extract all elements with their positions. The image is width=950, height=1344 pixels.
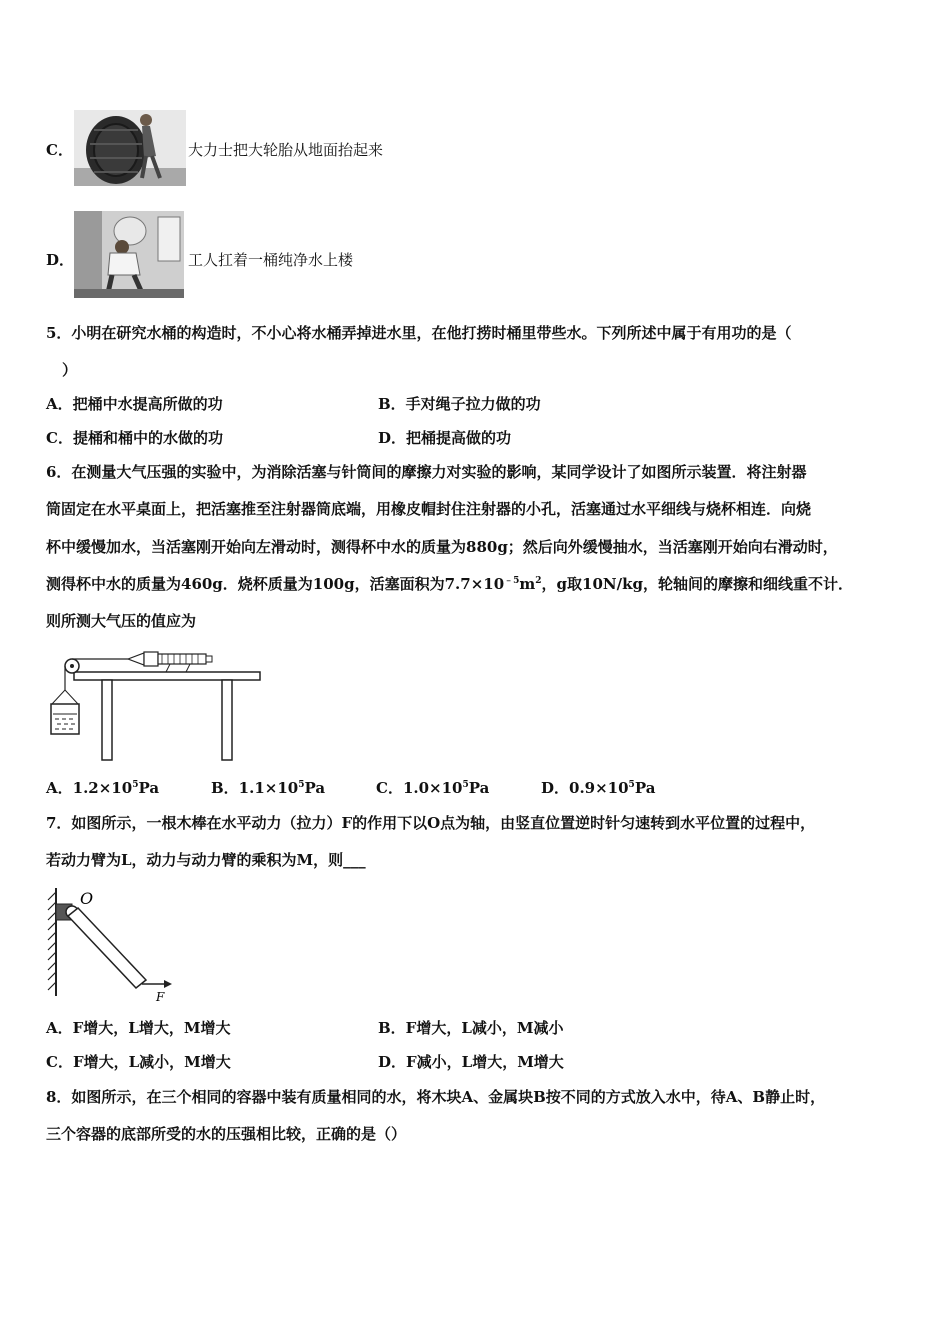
q6-option-a-base: A．1.2×10 <box>46 779 133 797</box>
q6-line-4a: 测得杯中水的质量为460g．烧杯质量为100g，活塞面积为7.7×10 <box>46 575 505 593</box>
syringe-apparatus-figure <box>46 646 266 764</box>
q5-line-2: ） <box>62 361 78 379</box>
q4-option-d-label: D． <box>46 251 75 269</box>
lever-label-f: F <box>156 990 165 1004</box>
q5-option-d: D．把桶提高做的功 <box>378 429 512 447</box>
q6-line-1: 6．在测量大气压强的实验中，为消除活塞与针筒间的摩擦力对实验的影响，某同学设计了如图所示装置．将注射器 <box>46 463 807 481</box>
q6-option-c <box>376 778 489 798</box>
lever-figure <box>42 884 182 1004</box>
q6-option-c-exp: 5 <box>462 780 469 790</box>
q5-option-c: C．提桶和桶中的水做的功 <box>46 429 223 447</box>
q6-exp-1: ﹣5 <box>504 576 520 586</box>
q6-option-b-base: B．1.1×10 <box>211 779 299 797</box>
q6-option-d-unit: Pa <box>634 779 656 797</box>
q4-option-c-label: C． <box>46 141 73 159</box>
q6-option-a <box>46 778 159 798</box>
q5-line-1: 5．小明在研究水桶的构造时，不小心将水桶弄掉进水里，在他打捞时桶里带些水。下列所述中属于有用功的是（ <box>46 324 792 342</box>
tire-photo <box>74 110 186 186</box>
q7-line-2: 若动力臂为L，动力与动力臂的乘积为M，则___ <box>46 851 366 869</box>
lever-label-o: O <box>80 889 94 908</box>
q4-option-c-text: 大力士把大轮胎从地面抬起来 <box>188 141 384 159</box>
q6-line-4b: m <box>519 575 536 593</box>
q7-line-1: 7．如图所示，一根木棒在水平动力（拉力）F的作用下以O点为轴，由竖直位置逆时针匀速转到水平位置的过程中， <box>46 814 816 832</box>
q6-option-c-base: C．1.0×10 <box>376 779 463 797</box>
q6-option-c-unit: Pa <box>468 779 490 797</box>
q6-option-a-unit: Pa <box>138 779 160 797</box>
q6-option-d-base: D．0.9×10 <box>541 779 629 797</box>
q7-option-b: B．F增大，L减小，M减小 <box>378 1019 564 1037</box>
q5-option-b: B．手对绳子拉力做的功 <box>378 395 541 413</box>
q6-option-d <box>541 778 655 798</box>
q6-line-5: 则所测大气压的值应为 <box>46 612 197 630</box>
q6-option-b <box>211 778 325 798</box>
q6-line-2: 筒固定在水平桌面上，把活塞推至注射器筒底端，用橡皮帽封住注射器的小孔，活塞通过水平细线与烧杯相连．向烧 <box>46 500 812 518</box>
q6-exp-2: 2 <box>535 576 542 586</box>
q4-option-d-text: 工人扛着一桶纯净水上楼 <box>188 251 354 269</box>
q6-option-b-unit: Pa <box>304 779 326 797</box>
q8-line-1: 8．如图所示，在三个相同的容器中装有质量相同的水，将木块A、金属块B按不同的方式放入水中，待A、B静止时， <box>46 1088 826 1106</box>
q6-line-4 <box>46 574 853 594</box>
q7-option-d: D．F减小，L增大，M增大 <box>378 1053 564 1071</box>
q6-option-a-exp: 5 <box>132 780 139 790</box>
q6-line-3: 杯中缓慢加水，当活塞刚开始向左滑动时，测得杯中水的质量为880g；然后向外缓慢抽水，当活塞刚开始向右滑动时， <box>46 538 838 556</box>
q6-line-4c: ，g取10N/kg，轮轴间的摩擦和细线重不计． <box>541 575 853 593</box>
q8-line-2: 三个容器的底部所受的水的压强相比较，正确的是（） <box>46 1125 407 1143</box>
q5-option-a: A．把桶中水提高所做的功 <box>46 395 223 413</box>
q7-option-c: C．F增大，L减小，M增大 <box>46 1053 231 1071</box>
q6-option-b-exp: 5 <box>298 780 305 790</box>
worker-photo <box>74 211 184 298</box>
q6-option-d-exp: 5 <box>628 780 635 790</box>
q7-option-a: A．F增大，L增大，M增大 <box>46 1019 231 1037</box>
